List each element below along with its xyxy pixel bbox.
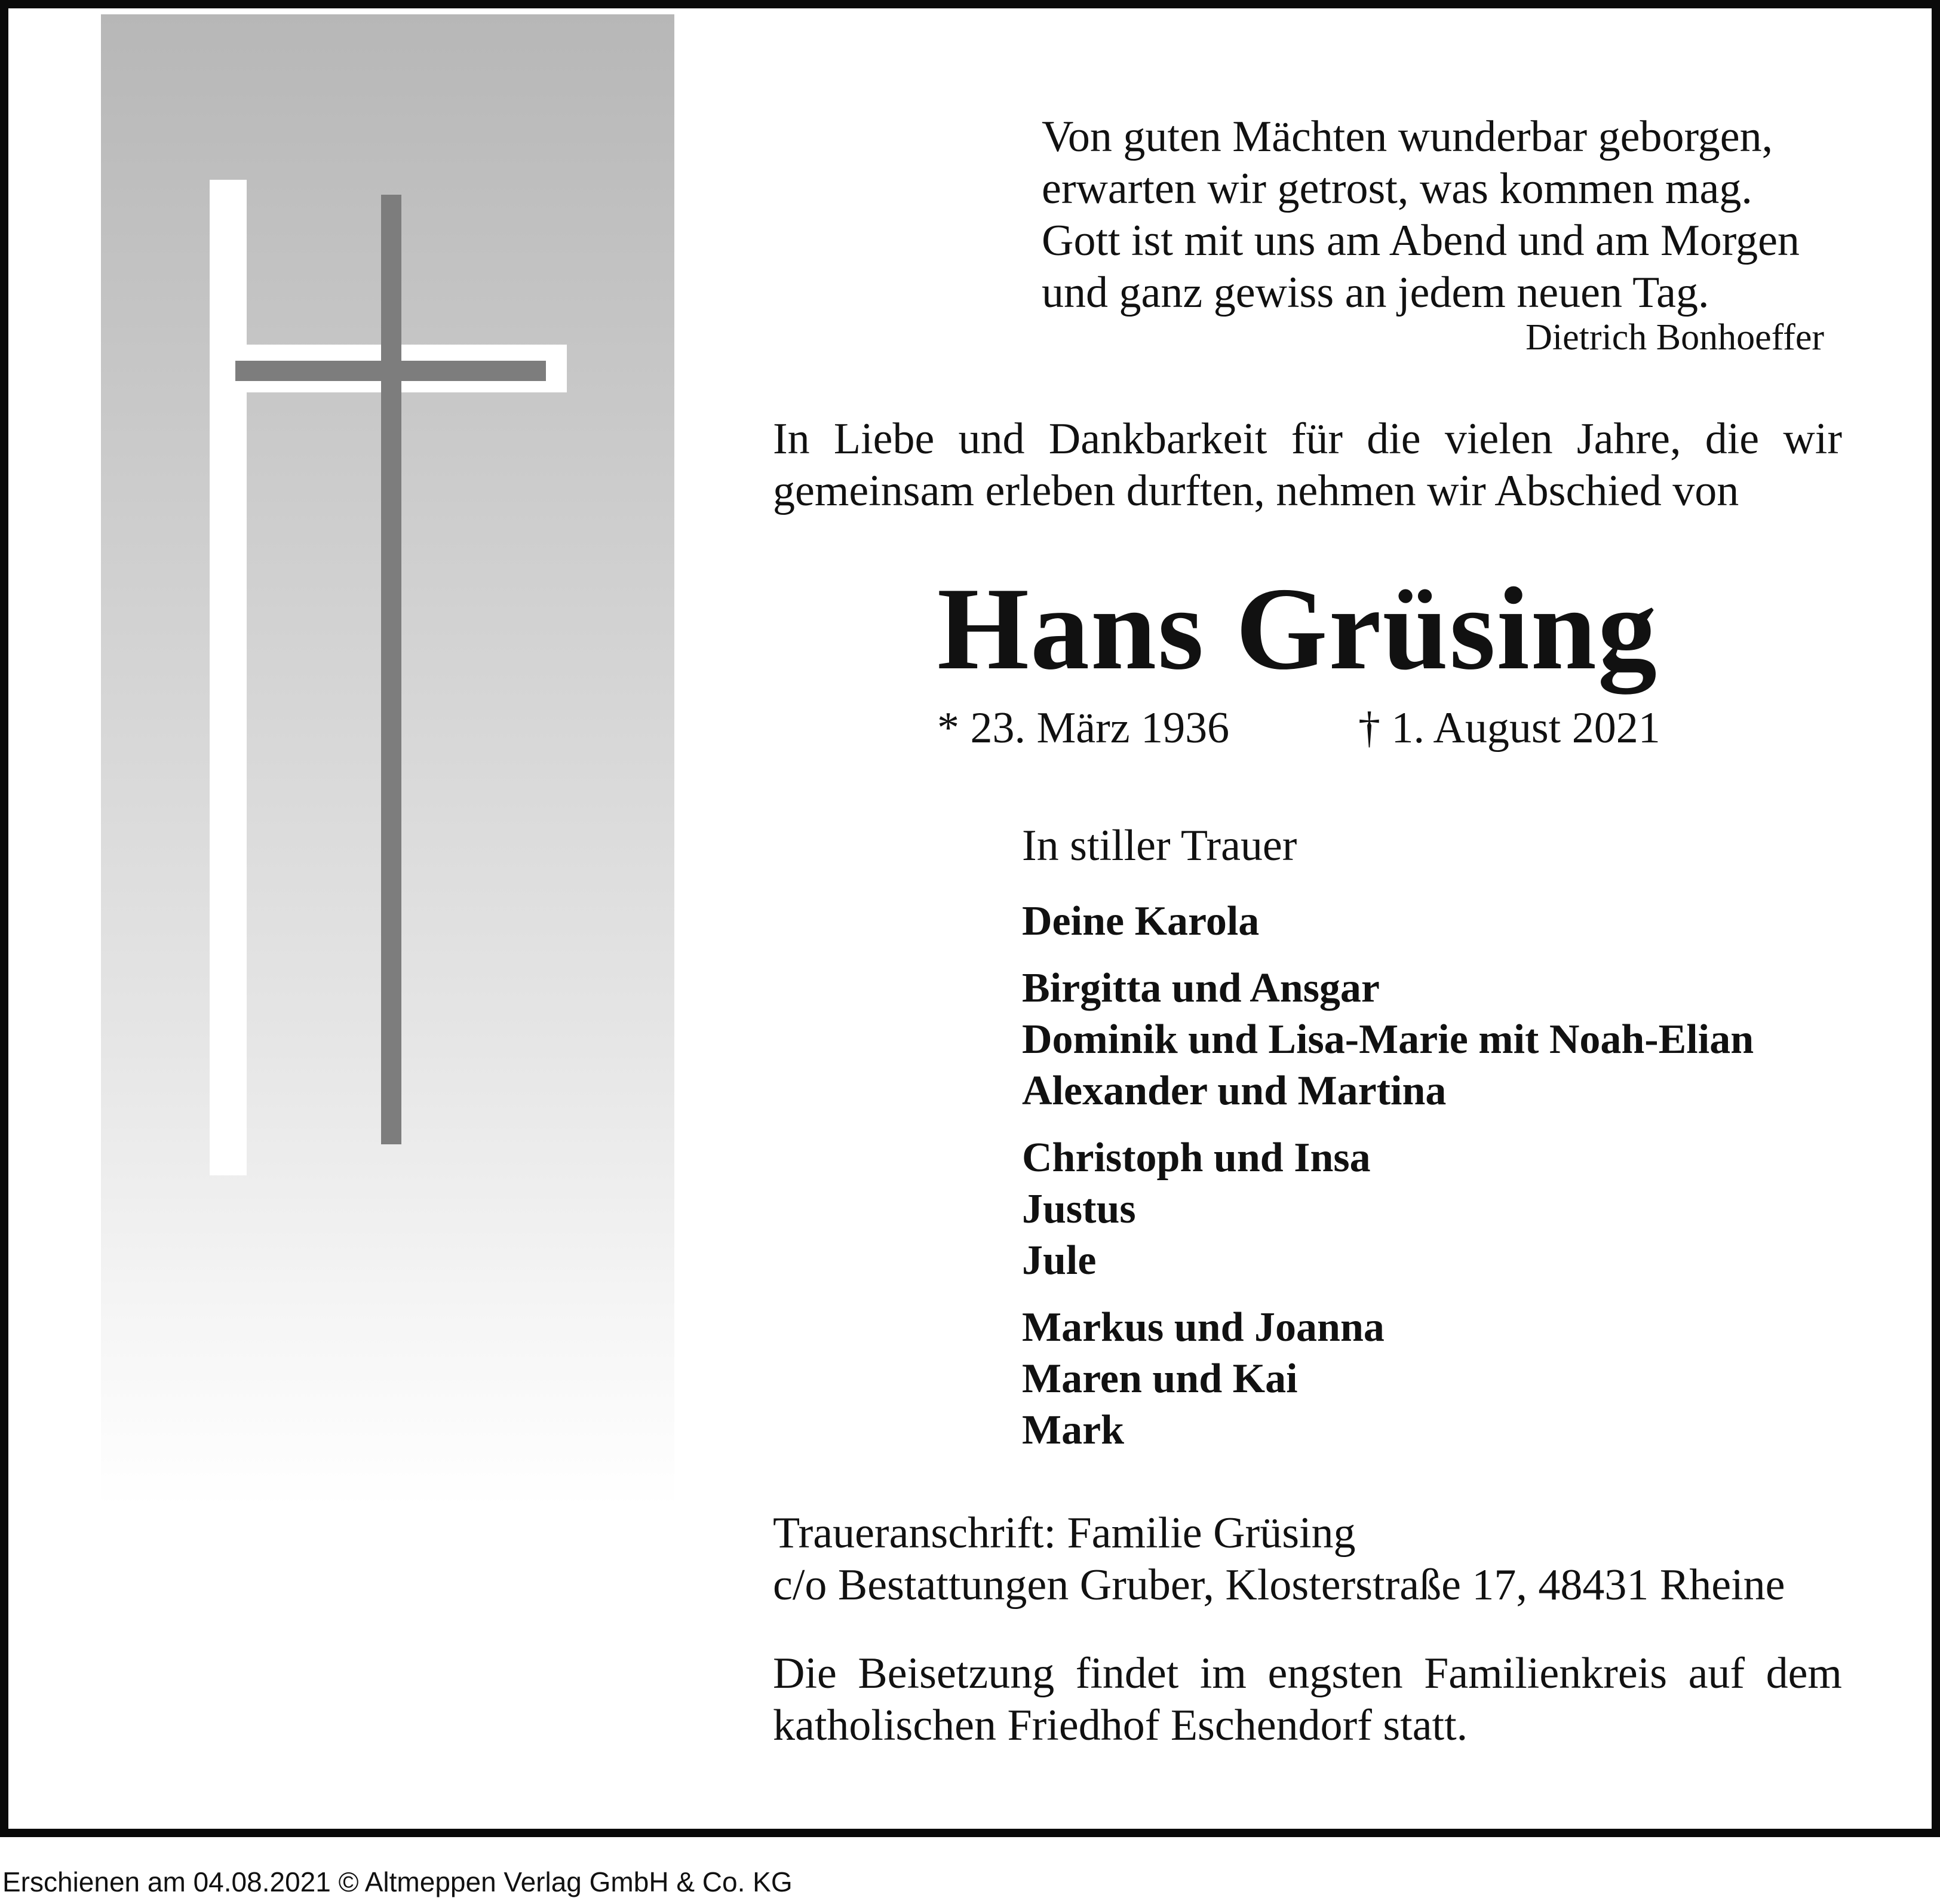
address-line: c/o Bestattungen Gruber, Klosterstraße 17, 48431 Rheine — [773, 1561, 1785, 1610]
quote-author: Dietrich Bonhoeffer — [1525, 317, 1824, 358]
family-list — [1022, 896, 1754, 1472]
family-member: Christoph und Insa — [1022, 1135, 1371, 1181]
burial-line: katholischen Friedhof Eschendorf statt. — [773, 1701, 1468, 1750]
intro-text — [773, 413, 1842, 517]
quote-line: erwarten wir getrost, was kommen mag. — [1042, 164, 1752, 213]
family-member: Mark — [1022, 1407, 1125, 1453]
bonhoeffer-quote — [1042, 111, 1800, 319]
family-group — [1022, 896, 1754, 947]
deceased-name: Hans Grüsing — [937, 563, 1658, 694]
family-member: Deine Karola — [1022, 898, 1260, 944]
family-member: Jule — [1022, 1237, 1097, 1283]
family-member: Dominik und Lisa-Marie mit Noah-Elian — [1022, 1017, 1754, 1062]
death-date: † 1. August 2021 — [1358, 704, 1660, 753]
quote-line: Von guten Mächten wunderbar geborgen, — [1042, 112, 1773, 161]
address-line: Traueranschrift: Familie Grüsing — [773, 1509, 1356, 1558]
birth-date: * 23. März 1936 — [937, 704, 1230, 753]
family-group — [1022, 1132, 1754, 1286]
family-member: Markus und Joanna — [1022, 1304, 1385, 1350]
family-member: Justus — [1022, 1186, 1136, 1232]
intro-line: In Liebe und Dankbarkeit für die vielen Jahre, die wir — [773, 414, 1842, 463]
burial-info — [773, 1648, 1842, 1752]
mourning-address — [773, 1507, 1785, 1611]
decorative-side-panel — [101, 14, 674, 1507]
family-group — [1022, 963, 1754, 1117]
family-member: Maren und Kai — [1022, 1356, 1298, 1402]
family-group — [1022, 1302, 1754, 1456]
publication-footer: Erschienen am 04.08.2021 © Altmeppen Verlag GmbH & Co. KG — [2, 1866, 793, 1897]
burial-line: Die Beisetzung findet im engsten Familienkreis auf dem — [773, 1649, 1842, 1698]
family-member: Birgitta und Ansgar — [1022, 965, 1380, 1011]
family-member: Alexander und Martina — [1022, 1068, 1447, 1114]
intro-line: gemeinsam erleben durften, nehmen wir Abschied von — [773, 466, 1739, 515]
quote-line: und ganz gewiss an jedem neuen Tag. — [1042, 268, 1709, 317]
quote-line: Gott ist mit uns am Abend und am Morgen — [1042, 216, 1800, 265]
mourning-label: In stiller Trauer — [1022, 821, 1297, 870]
